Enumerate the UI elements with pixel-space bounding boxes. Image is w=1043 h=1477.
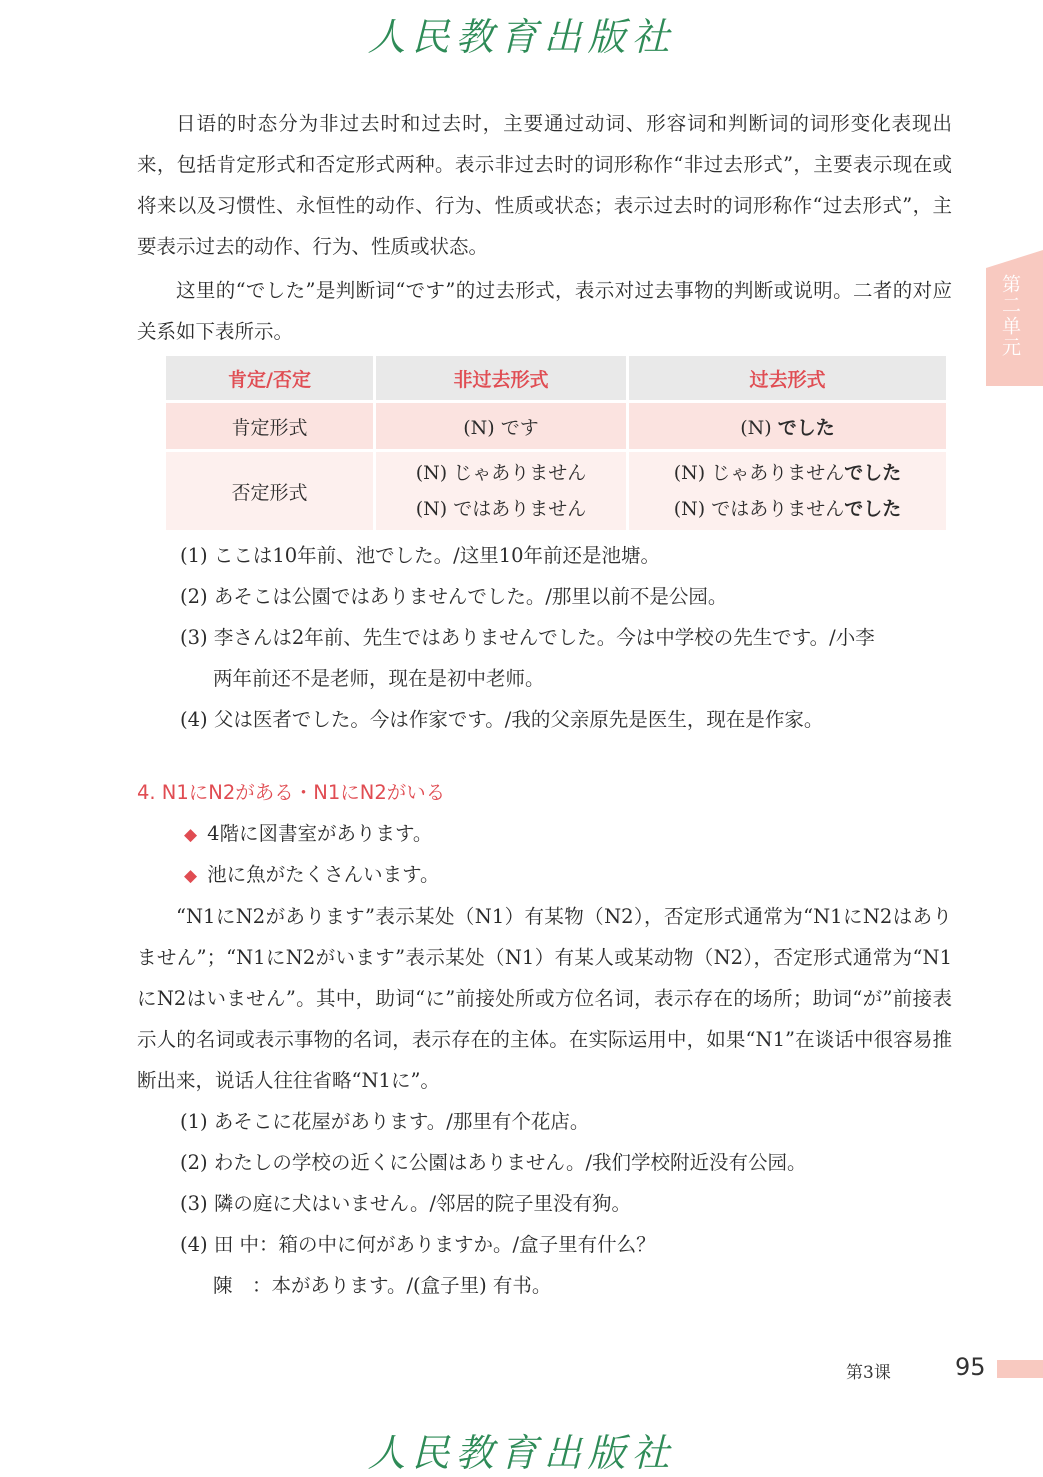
table-row-affirmative [166, 403, 946, 452]
row-label: 肯定形式 [166, 403, 373, 452]
past-cell: (N) じゃありませんでした (N) ではありませんでした [629, 452, 946, 530]
nonpast-cell: (N) です [376, 403, 626, 452]
intro-paragraph-2: 这里的“でした”是判断词“です”的过去形式，表示对过去事物的判断或说明。二者的对应关系如下表所示。 [137, 279, 952, 343]
unit-side-tab-label: 第二单元 [999, 274, 1021, 358]
example-b-4-reply: 陳 ：本があります。/(盒子里) 有书。 [213, 1274, 552, 1297]
example-b-3: (3) 隣の庭に犬はいません。/邻居的院子里没有狗。 [180, 1192, 632, 1215]
lesson-label: 第3课 [846, 1363, 891, 1383]
explanation-paragraph: “N1にN2があります”表示某处（N1）有某物（N2），否定形式通常为“N1にN2はありません”；“N1にN2がいます”表示某处（N1）有某人或某动物（N2），否定形式通常为“N1にN2はいません”。其中，助词“に”前接处所或方位名词，表示存在的场所；助词“が”前接表示人的名词或表示事物的名词，表示存在的主体。在实际运用中，如果“N1”在谈话中很容易推断出来，说话人往往省略“N1に”。 [137, 905, 952, 1092]
example-b-4: (4) 田 中：箱の中に何がありますか。/盒子里有什么？ [180, 1233, 656, 1256]
row-label: 否定形式 [166, 452, 373, 530]
table-header-polarity: 肯定/否定 [166, 356, 373, 403]
page-marker-bar [997, 1360, 1043, 1378]
example-a-2: (2) あそこは公園ではありませんでした。/那里以前不是公园。 [180, 585, 728, 608]
pattern-bullet-2: ◆ 池に魚がたくさんいます。 [184, 863, 440, 886]
nonpast-cell: (N) じゃありません (N) ではありません [376, 452, 626, 530]
example-a-4: (4) 父は医者でした。今は作家です。/我的父亲原先是医生，现在是作家。 [180, 708, 824, 731]
past-cell: (N) でした [629, 403, 946, 452]
example-a-3: (3) 李さんは2年前、先生ではありませんでした。今は中学校の先生です。/小李 [180, 626, 875, 649]
publisher-logo-bottom: 人民教育出版社 [367, 1431, 676, 1475]
example-a-3-translation: 两年前还不是老师，现在是初中老师。 [213, 667, 545, 690]
example-b-2: (2) わたしの学校の近くに公園はありません。/我们学校附近没有公园。 [180, 1151, 807, 1174]
pattern-bullet-1: ◆ 4階に図書室があります。 [184, 822, 433, 845]
publisher-logo-top: 人民教育出版社 [367, 15, 676, 59]
example-a-1: (1) ここは10年前、池でした。/这里10年前还是池塘。 [180, 544, 661, 567]
conjugation-table [163, 356, 949, 530]
page-number: 95 [955, 1353, 986, 1381]
table-row-negative [166, 452, 946, 530]
diamond-bullet-icon: ◆ [184, 825, 198, 845]
intro-paragraph-1: 日语的时态分为非过去时和过去时，主要通过动词、形容词和判断词的词形变化表现出来，包括肯定形式和否定形式两种。表示非过去时的词形称作“非过去形式”，主要表示现在或将来以及习惯性、永恒性的动作、行为、性质或状态；表示过去时的词形称作“过去形式”，主要表示过去的动作、行为、性质或状态。 [137, 112, 952, 258]
example-b-1: (1) あそこに花屋があります。/那里有个花店。 [180, 1110, 590, 1133]
table-header-nonpast: 非过去形式 [376, 356, 626, 403]
table-header-past: 过去形式 [629, 356, 946, 403]
section-heading: 4. N1にN2がある・N1にN2がいる [137, 781, 446, 804]
diamond-bullet-icon: ◆ [184, 866, 198, 886]
